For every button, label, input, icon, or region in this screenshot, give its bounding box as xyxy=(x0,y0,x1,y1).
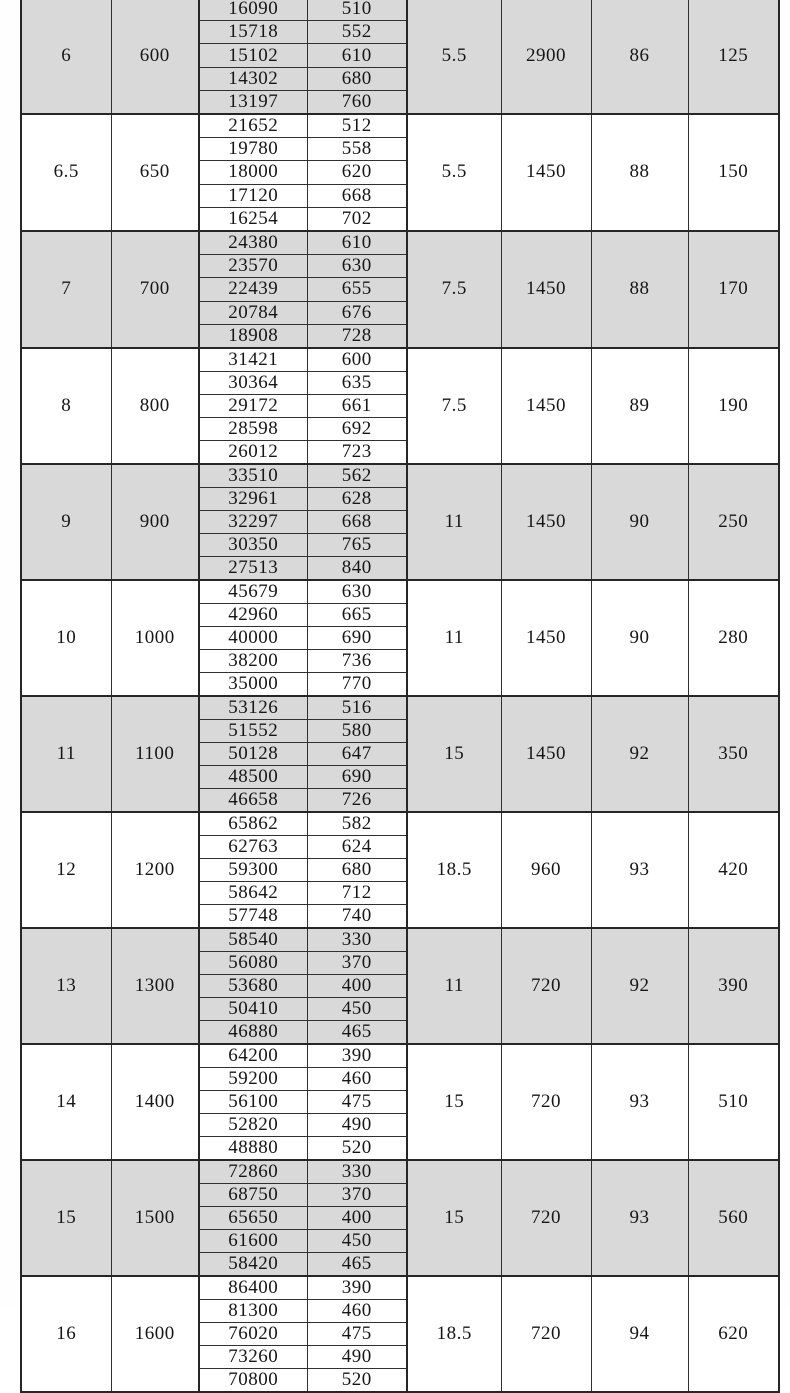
subcol2-cell: 400 xyxy=(307,1206,407,1229)
subcol2-cell: 516 xyxy=(307,696,407,720)
col6-cell: 1450 xyxy=(501,580,591,696)
subcol1-cell: 86400 xyxy=(199,1276,307,1300)
table-group xyxy=(21,114,779,231)
col8-cell: 620 xyxy=(688,1276,779,1392)
col6-cell: 960 xyxy=(501,812,591,928)
subcol1-cell: 62763 xyxy=(199,835,307,858)
subcol2-cell: 370 xyxy=(307,1183,407,1206)
subcol1-cell: 56080 xyxy=(199,951,307,974)
col7-cell: 92 xyxy=(591,928,688,1044)
subcol1-cell: 72860 xyxy=(199,1160,307,1184)
subcol2-cell: 600 xyxy=(307,348,407,372)
subcol1-cell: 15718 xyxy=(199,21,307,44)
col2-cell: 1500 xyxy=(111,1160,199,1276)
subcol2-cell: 726 xyxy=(307,788,407,812)
table-row xyxy=(21,696,779,720)
subcol1-cell: 58642 xyxy=(199,881,307,904)
subcol1-cell: 26012 xyxy=(199,440,307,464)
subcol2-cell: 490 xyxy=(307,1113,407,1136)
col8-cell: 280 xyxy=(688,580,779,696)
subcol2-cell: 390 xyxy=(307,1276,407,1300)
subcol2-cell: 460 xyxy=(307,1299,407,1322)
col2-cell: 1000 xyxy=(111,580,199,696)
col1-cell: 9 xyxy=(21,464,111,580)
subcol1-cell: 15102 xyxy=(199,44,307,67)
col6-cell: 720 xyxy=(501,1044,591,1160)
table-group xyxy=(21,1160,779,1276)
subcol2-cell: 840 xyxy=(307,556,407,580)
subcol1-cell: 56100 xyxy=(199,1090,307,1113)
subcol2-cell: 692 xyxy=(307,417,407,440)
subcol1-cell: 64200 xyxy=(199,1044,307,1068)
table-group xyxy=(21,0,779,114)
col7-cell: 93 xyxy=(591,1160,688,1276)
col7-cell: 88 xyxy=(591,114,688,231)
table-row xyxy=(21,0,779,21)
subcol1-cell: 53126 xyxy=(199,696,307,720)
table-group xyxy=(21,580,779,696)
col5-cell: 15 xyxy=(407,1160,501,1276)
subcol1-cell: 58420 xyxy=(199,1252,307,1276)
subcol2-cell: 620 xyxy=(307,161,407,184)
subcol1-cell: 13197 xyxy=(199,91,307,115)
subcol2-cell: 582 xyxy=(307,812,407,836)
subcol1-cell: 65650 xyxy=(199,1206,307,1229)
subcol2-cell: 630 xyxy=(307,580,407,604)
subcol2-cell: 702 xyxy=(307,207,407,231)
subcol2-cell: 450 xyxy=(307,997,407,1020)
subcol2-cell: 510 xyxy=(307,0,407,21)
subcol1-cell: 59300 xyxy=(199,858,307,881)
col5-cell: 7.5 xyxy=(407,348,501,464)
subcol1-cell: 31421 xyxy=(199,348,307,372)
subcol1-cell: 18000 xyxy=(199,161,307,184)
col7-cell: 90 xyxy=(591,464,688,580)
col5-cell: 11 xyxy=(407,928,501,1044)
subcol1-cell: 30350 xyxy=(199,533,307,556)
subcol1-cell: 20784 xyxy=(199,301,307,324)
table-row xyxy=(21,114,779,138)
col1-cell: 13 xyxy=(21,928,111,1044)
subcol2-cell: 512 xyxy=(307,114,407,138)
subcol1-cell: 61600 xyxy=(199,1229,307,1252)
subcol1-cell: 57748 xyxy=(199,904,307,928)
subcol2-cell: 562 xyxy=(307,464,407,488)
col5-cell: 5.5 xyxy=(407,114,501,231)
subcol2-cell: 647 xyxy=(307,742,407,765)
col1-cell: 16 xyxy=(21,1276,111,1392)
table-group xyxy=(21,464,779,580)
subcol2-cell: 552 xyxy=(307,21,407,44)
subcol1-cell: 68750 xyxy=(199,1183,307,1206)
col7-cell: 88 xyxy=(591,231,688,348)
subcol2-cell: 760 xyxy=(307,91,407,115)
col8-cell: 190 xyxy=(688,348,779,464)
col2-cell: 900 xyxy=(111,464,199,580)
col6-cell: 1450 xyxy=(501,231,591,348)
table-group xyxy=(21,1276,779,1392)
col8-cell: 125 xyxy=(688,0,779,114)
col1-cell: 10 xyxy=(21,580,111,696)
subcol1-cell: 81300 xyxy=(199,1299,307,1322)
subcol2-cell: 520 xyxy=(307,1368,407,1392)
col2-cell: 700 xyxy=(111,231,199,348)
col2-cell: 600 xyxy=(111,0,199,114)
subcol1-cell: 22439 xyxy=(199,278,307,301)
subcol2-cell: 668 xyxy=(307,184,407,207)
col1-cell: 15 xyxy=(21,1160,111,1276)
subcol2-cell: 370 xyxy=(307,951,407,974)
col2-cell: 1200 xyxy=(111,812,199,928)
table-row xyxy=(21,580,779,604)
subcol2-cell: 630 xyxy=(307,254,407,277)
subcol2-cell: 580 xyxy=(307,719,407,742)
table-row xyxy=(21,231,779,255)
data-table xyxy=(20,0,780,1393)
col8-cell: 390 xyxy=(688,928,779,1044)
col6-cell: 1450 xyxy=(501,696,591,812)
subcol1-cell: 40000 xyxy=(199,626,307,649)
col7-cell: 93 xyxy=(591,1044,688,1160)
table-group xyxy=(21,696,779,812)
subcol2-cell: 736 xyxy=(307,649,407,672)
subcol2-cell: 610 xyxy=(307,44,407,67)
col1-cell: 6.5 xyxy=(21,114,111,231)
col6-cell: 720 xyxy=(501,1160,591,1276)
col6-cell: 1450 xyxy=(501,464,591,580)
subcol1-cell: 48880 xyxy=(199,1136,307,1160)
col6-cell: 1450 xyxy=(501,348,591,464)
subcol1-cell: 73260 xyxy=(199,1345,307,1368)
col8-cell: 510 xyxy=(688,1044,779,1160)
col5-cell: 7.5 xyxy=(407,231,501,348)
subcol2-cell: 712 xyxy=(307,881,407,904)
subcol2-cell: 668 xyxy=(307,510,407,533)
subcol1-cell: 35000 xyxy=(199,672,307,696)
subcol1-cell: 65862 xyxy=(199,812,307,836)
col5-cell: 11 xyxy=(407,464,501,580)
subcol1-cell: 17120 xyxy=(199,184,307,207)
col1-cell: 6 xyxy=(21,0,111,114)
subcol1-cell: 24380 xyxy=(199,231,307,255)
subcol2-cell: 655 xyxy=(307,278,407,301)
col1-cell: 7 xyxy=(21,231,111,348)
subcol2-cell: 460 xyxy=(307,1067,407,1090)
subcol1-cell: 16254 xyxy=(199,207,307,231)
table-group xyxy=(21,812,779,928)
subcol2-cell: 661 xyxy=(307,394,407,417)
subcol2-cell: 728 xyxy=(307,324,407,348)
subcol1-cell: 33510 xyxy=(199,464,307,488)
subcol1-cell: 46658 xyxy=(199,788,307,812)
col7-cell: 92 xyxy=(591,696,688,812)
table-group xyxy=(21,231,779,348)
col2-cell: 1600 xyxy=(111,1276,199,1392)
subcol2-cell: 610 xyxy=(307,231,407,255)
subcol2-cell: 465 xyxy=(307,1252,407,1276)
col2-cell: 650 xyxy=(111,114,199,231)
table-row xyxy=(21,1276,779,1300)
table-group xyxy=(21,1044,779,1160)
subcol2-cell: 475 xyxy=(307,1322,407,1345)
subcol1-cell: 19780 xyxy=(199,138,307,161)
col5-cell: 15 xyxy=(407,696,501,812)
subcol1-cell: 32961 xyxy=(199,487,307,510)
subcol2-cell: 624 xyxy=(307,835,407,858)
subcol1-cell: 58540 xyxy=(199,928,307,952)
subcol1-cell: 32297 xyxy=(199,510,307,533)
table-row xyxy=(21,928,779,952)
col8-cell: 170 xyxy=(688,231,779,348)
subcol2-cell: 690 xyxy=(307,765,407,788)
col5-cell: 11 xyxy=(407,580,501,696)
subcol1-cell: 27513 xyxy=(199,556,307,580)
subcol2-cell: 330 xyxy=(307,1160,407,1184)
col8-cell: 560 xyxy=(688,1160,779,1276)
col6-cell: 1450 xyxy=(501,114,591,231)
col8-cell: 350 xyxy=(688,696,779,812)
subcol2-cell: 676 xyxy=(307,301,407,324)
col8-cell: 150 xyxy=(688,114,779,231)
subcol2-cell: 723 xyxy=(307,440,407,464)
col7-cell: 94 xyxy=(591,1276,688,1392)
table-group xyxy=(21,348,779,464)
subcol1-cell: 30364 xyxy=(199,371,307,394)
col5-cell: 15 xyxy=(407,1044,501,1160)
subcol2-cell: 680 xyxy=(307,67,407,90)
subcol1-cell: 23570 xyxy=(199,254,307,277)
subcol1-cell: 45679 xyxy=(199,580,307,604)
col1-cell: 14 xyxy=(21,1044,111,1160)
subcol1-cell: 46880 xyxy=(199,1020,307,1044)
subcol2-cell: 520 xyxy=(307,1136,407,1160)
subcol1-cell: 14302 xyxy=(199,67,307,90)
subcol2-cell: 765 xyxy=(307,533,407,556)
col1-cell: 8 xyxy=(21,348,111,464)
col8-cell: 250 xyxy=(688,464,779,580)
subcol1-cell: 51552 xyxy=(199,719,307,742)
subcol1-cell: 76020 xyxy=(199,1322,307,1345)
col1-cell: 11 xyxy=(21,696,111,812)
col8-cell: 420 xyxy=(688,812,779,928)
subcol1-cell: 42960 xyxy=(199,603,307,626)
col5-cell: 5.5 xyxy=(407,0,501,114)
subcol2-cell: 465 xyxy=(307,1020,407,1044)
col5-cell: 18.5 xyxy=(407,1276,501,1392)
subcol1-cell: 52820 xyxy=(199,1113,307,1136)
subcol1-cell: 16090 xyxy=(199,0,307,21)
subcol2-cell: 635 xyxy=(307,371,407,394)
subcol1-cell: 70800 xyxy=(199,1368,307,1392)
subcol2-cell: 390 xyxy=(307,1044,407,1068)
col2-cell: 1100 xyxy=(111,696,199,812)
col6-cell: 720 xyxy=(501,1276,591,1392)
subcol2-cell: 628 xyxy=(307,487,407,510)
subcol1-cell: 50128 xyxy=(199,742,307,765)
col5-cell: 18.5 xyxy=(407,812,501,928)
table-row xyxy=(21,1044,779,1068)
col6-cell: 720 xyxy=(501,928,591,1044)
subcol2-cell: 690 xyxy=(307,626,407,649)
subcol2-cell: 490 xyxy=(307,1345,407,1368)
col2-cell: 1400 xyxy=(111,1044,199,1160)
col6-cell: 2900 xyxy=(501,0,591,114)
table-group xyxy=(21,928,779,1044)
subcol1-cell: 53680 xyxy=(199,974,307,997)
subcol2-cell: 475 xyxy=(307,1090,407,1113)
subcol1-cell: 59200 xyxy=(199,1067,307,1090)
table-row xyxy=(21,464,779,488)
col1-cell: 12 xyxy=(21,812,111,928)
table-row xyxy=(21,1160,779,1184)
subcol1-cell: 29172 xyxy=(199,394,307,417)
subcol1-cell: 48500 xyxy=(199,765,307,788)
subcol2-cell: 680 xyxy=(307,858,407,881)
col7-cell: 86 xyxy=(591,0,688,114)
subcol1-cell: 50410 xyxy=(199,997,307,1020)
table-row xyxy=(21,812,779,836)
col2-cell: 800 xyxy=(111,348,199,464)
col7-cell: 89 xyxy=(591,348,688,464)
table-row xyxy=(21,348,779,372)
subcol2-cell: 665 xyxy=(307,603,407,626)
col7-cell: 90 xyxy=(591,580,688,696)
subcol1-cell: 21652 xyxy=(199,114,307,138)
col2-cell: 1300 xyxy=(111,928,199,1044)
subcol1-cell: 18908 xyxy=(199,324,307,348)
subcol1-cell: 28598 xyxy=(199,417,307,440)
subcol2-cell: 400 xyxy=(307,974,407,997)
subcol1-cell: 38200 xyxy=(199,649,307,672)
subcol2-cell: 330 xyxy=(307,928,407,952)
subcol2-cell: 770 xyxy=(307,672,407,696)
subcol2-cell: 558 xyxy=(307,138,407,161)
subcol2-cell: 740 xyxy=(307,904,407,928)
subcol2-cell: 450 xyxy=(307,1229,407,1252)
col7-cell: 93 xyxy=(591,812,688,928)
